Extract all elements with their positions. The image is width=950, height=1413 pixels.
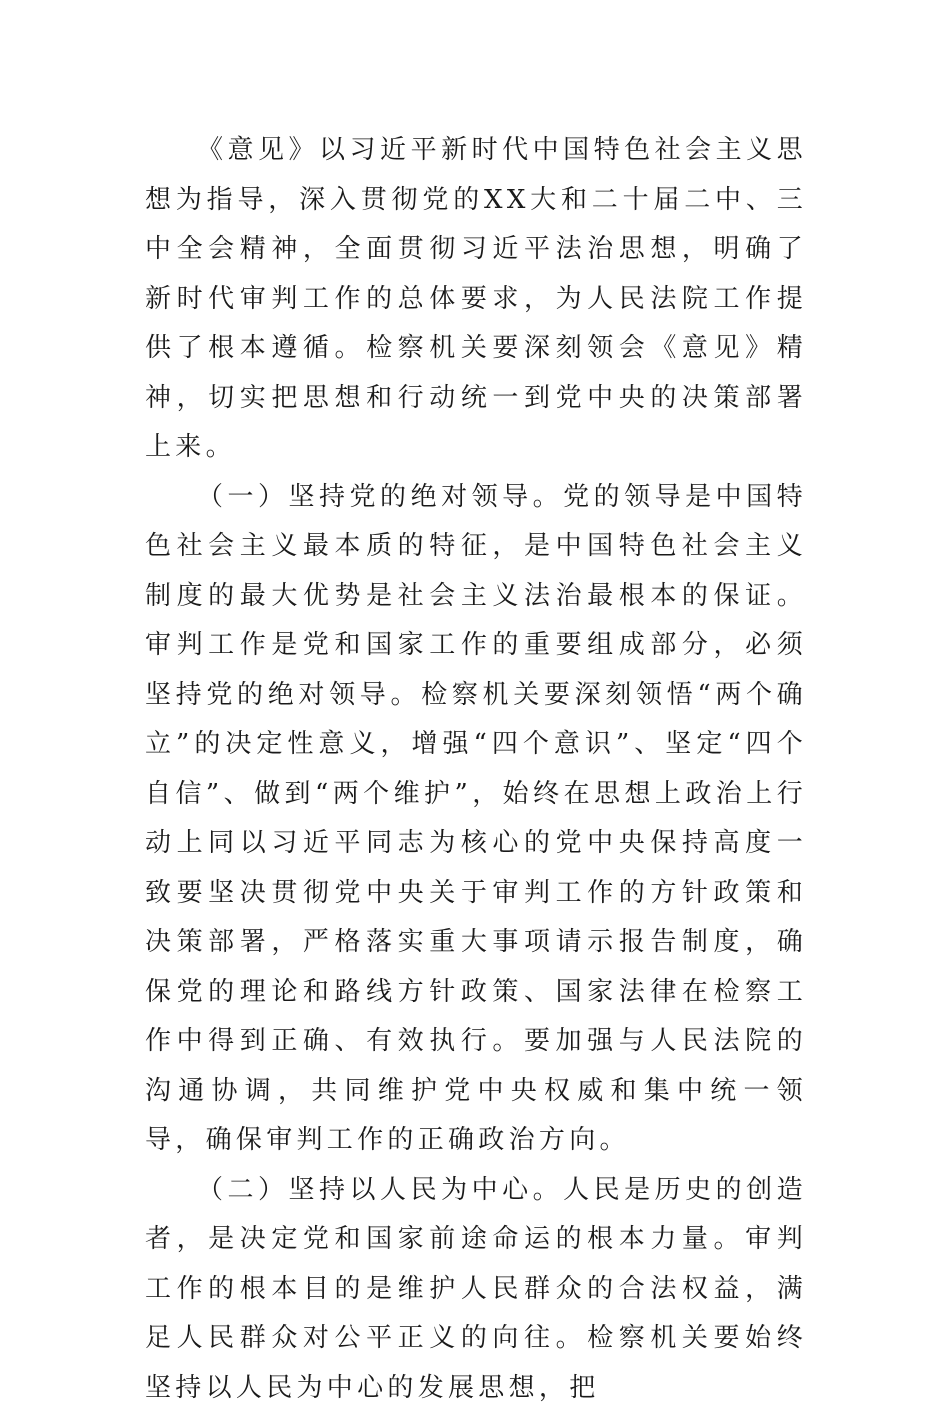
paragraph-intro: 《意见》以习近平新时代中国特色社会主义思想为指导，深入贯彻党的XX大和二十届二中、三中全会精神，全面贯彻习近平法治思想，明确了新时代审判工作的总体要求，为人民法院工作提供了根本遵循。检察机关要深刻领会《意见》精神，切实把思想和行动统一到党中央的决策部署上来。 [145,126,807,473]
document-page [145,126,807,1413]
paragraph-party-leadership: （一）坚持党的绝对领导。党的领导是中国特色社会主义最本质的特征，是中国特色社会主义制度的最大优势是社会主义法治最根本的保证。审判工作是党和国家工作的重要组成部分，必须坚持党的绝对领导。检察机关要深刻领悟“两个确立”的决定性意义，增强“四个意识”、坚定“四个自信”、做到“两个维护”，始终在思想上政治上行动上同以习近平同志为核心的党中央保持高度一致要坚决贯彻党中央关于审判工作的方针政策和决策部署，严格落实重大事项请示报告制度，确保党的理论和路线方针政策、国家法律在检察工作中得到正确、有效执行。要加强与人民法院的沟通协调，共同维护党中央权威和集中统一领导，确保审判工作的正确政治方向。 [145,473,807,1166]
paragraph-people-centered: （二）坚持以人民为中心。人民是历史的创造者，是决定党和国家前途命运的根本力量。审判工作的根本目的是维护人民群众的合法权益，满足人民群众对公平正义的向往。检察机关要始终坚持以人民为中心的发展思想，把 [145,1166,807,1413]
